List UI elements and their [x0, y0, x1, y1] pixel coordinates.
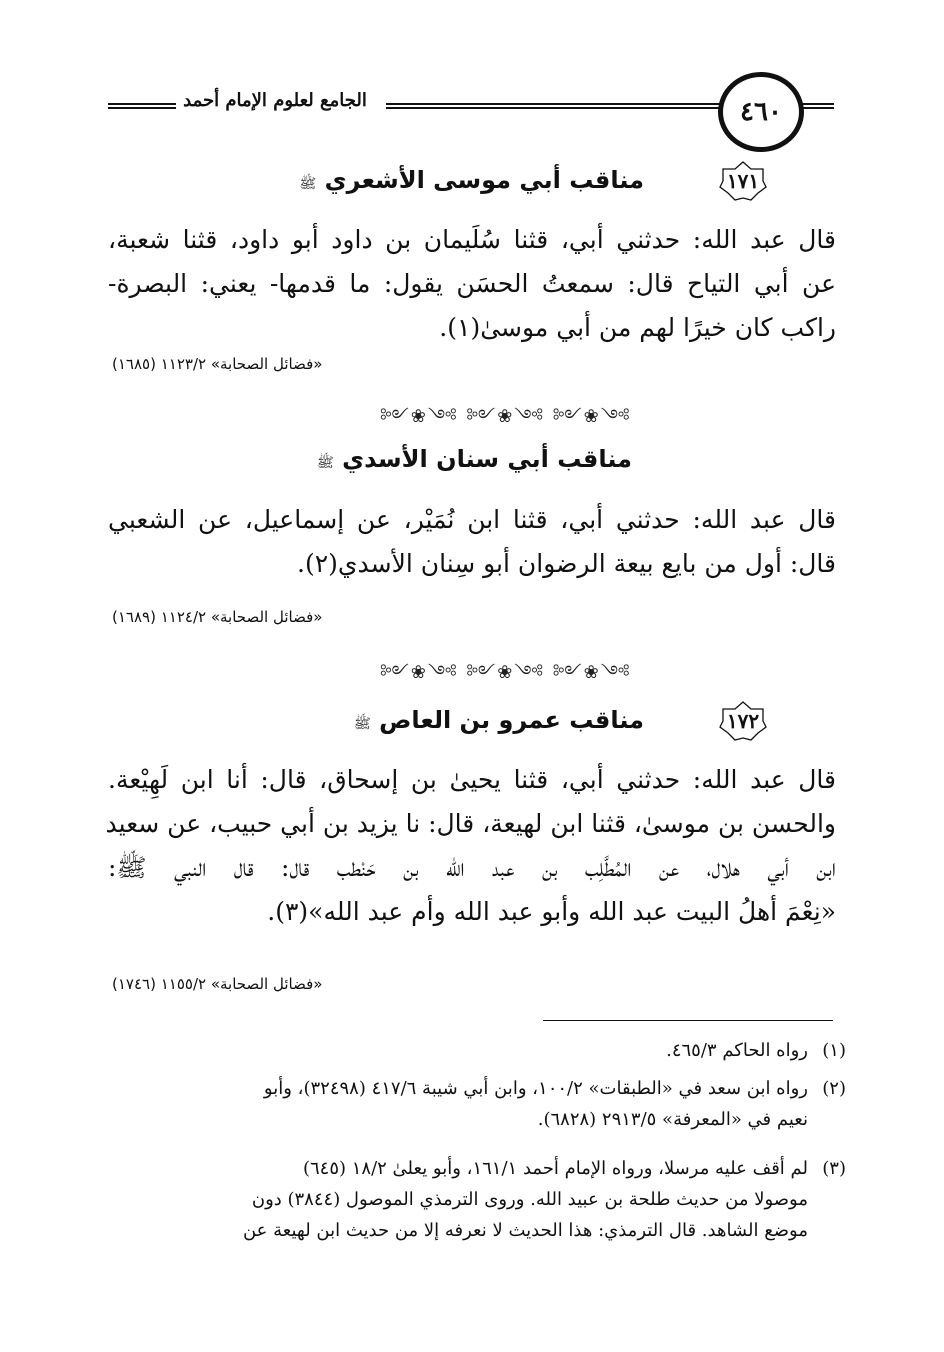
section-body: [108, 498, 836, 586]
footnote-text: رواه ابن سعد في «الطبقات» ١٠٠/٢، وابن أبي شيبة ٤١٧/٦ (٣٢٤٩٨)، وأبو: [263, 1078, 808, 1099]
section-title: مناقب أبي موسى الأشعري ﷺ: [299, 166, 644, 194]
body-line: راكب كان خيرًا لهم من أبي موسىٰ(١).: [439, 313, 836, 342]
body-line: قال عبد الله: حدثني أبي، قثنا يحيىٰ بن إسحاق، قال: أنا ابن لَهِيْعة.: [108, 765, 836, 794]
body-line: قال عبد الله: حدثني أبي، قثنا ابن نُمَيْر، عن إسماعيل، عن الشعبي: [108, 505, 836, 534]
body-line: قال: أول من بايع بيعة الرضوان أبو سِنان الأسدي(٢).: [297, 549, 836, 578]
header-rule-right: [386, 103, 720, 109]
section-number: ١٧١: [726, 169, 760, 193]
source-citation: «فضائل الصحابة» ١١٥٥/٢ (١٧٤٦): [112, 975, 323, 993]
footnote-number: (١): [822, 1040, 846, 1061]
source-citation: «فضائل الصحابة» ١١٢٤/٢ (١٦٨٩): [112, 608, 323, 626]
footnote-text: رواه الحاكم ٤٦٥/٣.: [666, 1040, 808, 1061]
body-line: قال عبد الله: حدثني أبي، قثنا سُلَيمان بن داود أبو داود، قثنا شعبة،: [108, 225, 836, 254]
footnote-text: نعيم في «المعرفة» ٢٩١٣/٥ (٦٨٢٨).: [537, 1109, 808, 1130]
section-divider-ornament: ༻❀༺ ༻❀༺ ༻❀༺: [380, 406, 632, 427]
section-title: مناقب عمرو بن العاص ﷺ: [353, 706, 644, 734]
section-number-badge: [718, 700, 768, 742]
footnote-separator: [543, 1020, 833, 1021]
section-body: [108, 218, 836, 350]
body-line: عن أبي التياح قال: سمعتُ الحسَن يقول: ما قدمها- يعني: البصرة-: [108, 269, 836, 298]
footnote-text: لم أقف عليه مرسلا، ورواه الإمام أحمد ١٦١/١، وأبو يعلىٰ ١٨/٢ (٦٤٥): [302, 1158, 808, 1179]
honorific: ﷺ: [316, 455, 334, 471]
section-title: مناقب أبي سنان الأسدي ﷺ: [316, 445, 632, 473]
running-header-title: الجامع لعلوم الإمام أحمد: [183, 90, 367, 111]
body-line: والحسن بن موسىٰ، قثنا ابن لهيعة، قال: نا يزيد بن أبي حبيب، عن سعيد: [105, 809, 836, 838]
section-number-badge: [718, 160, 768, 202]
footnote: [106, 1153, 846, 1246]
section-number: ١٧٢: [726, 709, 760, 733]
footnote: [106, 1073, 846, 1135]
header-rule-left: [108, 103, 176, 109]
footnote-number: (٢): [822, 1078, 846, 1099]
body-line: ابن أبي هلال، عن المُطَّلِب بن عبد الله بن حَنْطب قال: قال النبي ﷺ:: [108, 853, 836, 882]
source-citation: «فضائل الصحابة» ١١٢٣/٢ (١٦٨٥): [112, 355, 323, 373]
footnote-text: موضع الشاهد. قال الترمذي: هذا الحديث لا نعرفه إلا من حديث ابن لهيعة عن: [242, 1220, 808, 1241]
footnote: [106, 1035, 846, 1066]
section-divider-ornament: ༻❀༺ ༻❀༺ ༻❀༺: [380, 662, 632, 683]
body-line: «نِعْمَ أهلُ البيت عبد الله وأبو عبد الله وأم عبد الله»(٣).: [267, 897, 836, 926]
honorific: ﷺ: [299, 176, 317, 192]
honorific: ﷺ: [353, 716, 371, 732]
footnote-number: (٣): [822, 1158, 846, 1179]
page-number: ٤٦٠: [718, 72, 804, 152]
section-body: [105, 758, 836, 934]
footnote-text: موصولا من حديث طلحة بن عبيد الله. وروى الترمذي الموصول (٣٨٤٤) دون: [251, 1189, 808, 1210]
